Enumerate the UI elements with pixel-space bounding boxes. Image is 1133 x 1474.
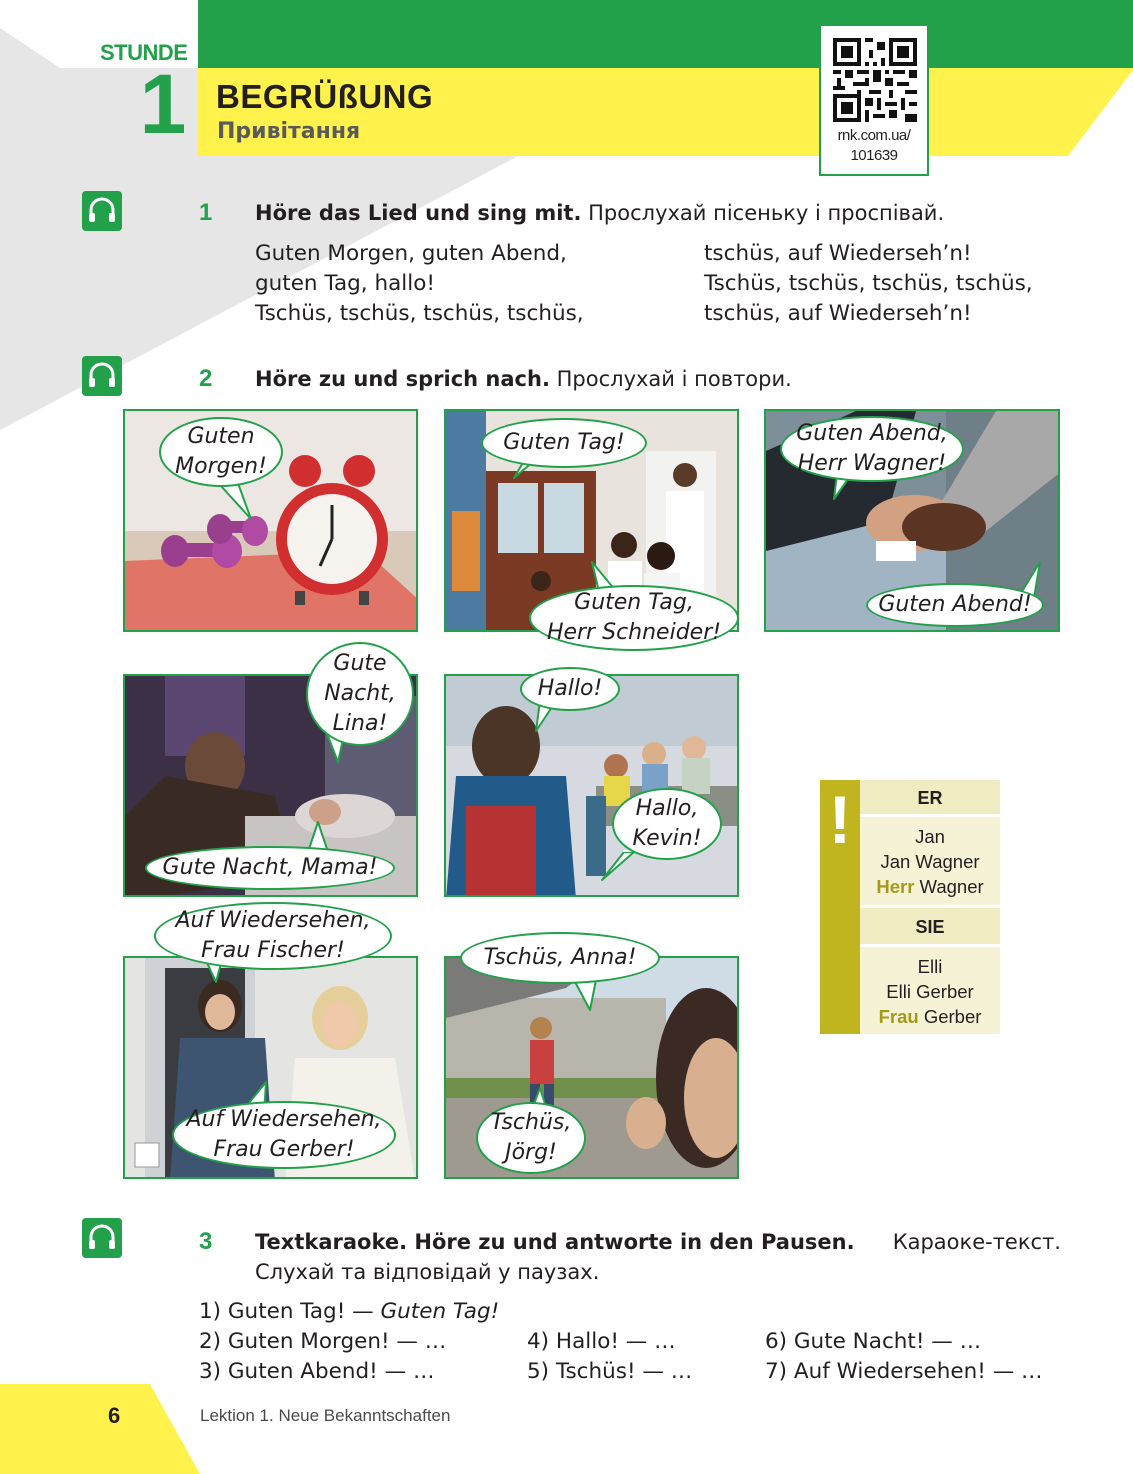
speech-bubble: Guten Abend! [866,583,1044,627]
footer-yellow-block [0,1384,200,1474]
exercise-instruction [255,1227,1061,1287]
info-line: Elli Gerber [886,981,974,1002]
exercise-instruction [255,198,944,228]
headphones-icon[interactable] [82,1218,122,1258]
qr-url-line2: 101639 [850,147,898,164]
answer-prompt: 1) Guten Tag! — [199,1299,374,1324]
answer-example [199,1297,499,1327]
instruction-uk: Прослухай і повтори. [556,367,792,391]
instruction-de: Höre zu und sprich nach. [255,367,550,391]
song-line: tschüs, auf Wiederseh’n! [704,241,972,266]
instruction-uk-line2: Слухай та відповідай у паузах. [255,1260,600,1284]
song-column-right [704,239,1033,329]
speech-bubble: Auf Wiedersehen, Frau Gerber! [172,1101,396,1169]
speech-bubble: Hallo, Kevin! [612,788,722,860]
page-title: BEGRÜßUNG [216,78,434,115]
page-number: 6 [108,1403,121,1428]
speech-bubble: Gute Nacht, Lina! [306,642,414,746]
footer-lesson-title: Lektion 1. Neue Bekanntschaften [200,1406,451,1425]
song-line: Tschüs, tschüs, tschüs, tschüs, [704,271,1033,296]
song-line: tschüs, auf Wiederseh’n! [704,301,972,326]
answer-item: 7) Auf Wiedersehen! — … [765,1359,1043,1384]
qr-box[interactable] [819,24,929,176]
info-line: Elli [917,956,943,977]
info-head-sie: SIE [860,908,1000,944]
exercise-number: 1 [199,199,213,226]
song-line: Guten Morgen, guten Abend, [255,241,567,266]
answer-sample: Guten Tag! [380,1299,500,1324]
instruction-de: Textkaraoke. Höre zu und antworte in den Pausen. [255,1230,855,1254]
lesson-number: 1 [139,57,187,151]
exercise-number: 2 [199,365,213,392]
speech-bubble: Guten Morgen! [159,417,283,487]
info-line [860,1004,1000,1029]
answer-item: 5) Tschüs! — … [527,1359,693,1384]
qr-url[interactable] [821,126,927,166]
info-line [860,874,1000,899]
song-column-left [255,239,584,329]
info-box [820,780,1000,1034]
info-title-herr: Herr [876,876,915,897]
answer-item: 4) Hallo! — … [527,1329,676,1354]
qr-url-line1: rnk.com.ua/ [837,127,911,144]
info-surname: Wagner [919,876,984,897]
speech-bubble: Guten Tag, Herr Schneider! [529,585,739,651]
song-line: guten Tag, hallo! [255,271,435,296]
instruction-uk: Прослухай пісеньку і проспівай. [588,201,945,225]
exercise-instruction [255,364,792,394]
info-body-er [860,817,1000,905]
exercise-number: 3 [199,1228,213,1255]
exclamation-icon: ! [828,782,852,858]
speech-bubble: Tschüs, Jörg! [476,1102,586,1174]
header-green-bar [198,0,1133,68]
answer-item: 3) Guten Abend! — … [199,1359,435,1384]
info-surname: Gerber [923,1006,982,1027]
instruction-de: Höre das Lied und sing mit. [255,201,582,225]
stunde-label: STUNDE [100,40,188,65]
speech-bubble: Tschüs, Anna! [460,932,660,984]
speech-bubble: Guten Abend, Herr Wagner! [780,416,964,482]
speech-bubble: Auf Wiedersehen, Frau Fischer! [154,902,392,970]
speech-bubble-tail [600,850,640,886]
instruction-uk: Караоке-текст. [892,1230,1061,1254]
info-line: Jan [915,826,945,847]
info-head-er: ER [860,780,1000,814]
info-body-sie [860,947,1000,1034]
classmates-illustration [446,676,739,897]
speech-bubble: Gute Nacht, Mama! [145,846,395,890]
info-title-frau: Frau [878,1006,919,1027]
info-box-bar [820,780,860,1034]
speech-bubble: Hallo! [520,667,620,711]
info-line: Jan Wagner [880,851,980,872]
speech-bubble: Guten Tag! [481,418,647,468]
qr-code-icon[interactable] [833,38,917,122]
headphones-icon[interactable] [82,356,122,396]
headphones-icon[interactable] [82,191,122,231]
answer-item: 6) Gute Nacht! — … [765,1329,982,1354]
page-subtitle: Привітання [217,119,361,144]
song-line: Tschüs, tschüs, tschüs, tschüs, [255,301,584,326]
answer-item: 2) Guten Morgen! — … [199,1329,447,1354]
